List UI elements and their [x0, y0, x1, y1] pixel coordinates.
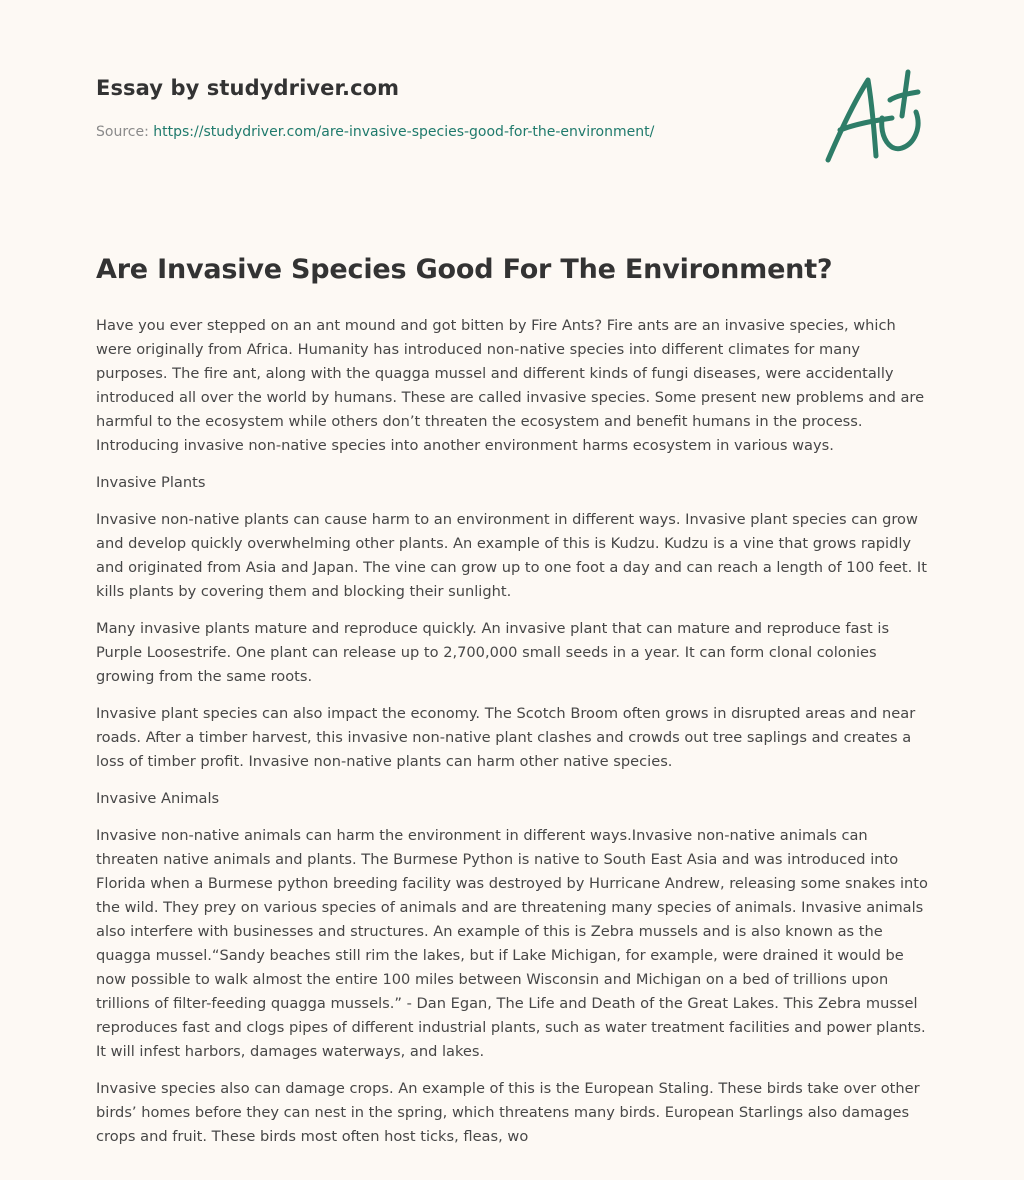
section-heading-animals: Invasive Animals: [96, 790, 220, 807]
essay-title: Are Invasive Species Good For The Environment?: [96, 254, 833, 285]
body-paragraph: Invasive plant species can also impact the economy. The Scotch Broom often grows in disrupted areas and near roads. After a timber harvest, this invasive non-native plant clashes and crowds out tree saplings and creates a loss of timber profit. Invasive non-native plants can harm other native species.: [96, 705, 916, 770]
source-label: Source:: [96, 124, 154, 140]
source-line: [96, 124, 654, 140]
body-paragraph: Many invasive plants mature and reproduce quickly. An invasive plant that can mature and reproduce fast is Purple Loosestrife. One plant can release up to 2,700,000 small seeds in a year. It can form clonal colonies growing from the same roots.: [96, 620, 890, 685]
site-brand: Essay by studydriver.com: [96, 76, 400, 100]
essay-page: [96, 0, 928, 1180]
section-heading-plants: Invasive Plants: [96, 474, 206, 491]
a-plus-logo: [822, 64, 932, 168]
intro-paragraph: Have you ever stepped on an ant mound and got bitten by Fire Ants? Fire ants are an invasive species, which were originally from Africa. Humanity has introduced non-native species into different climates for many purposes. The fire ant, along with the quagga mussel and different kinds of fungi diseases, were accidentally introduced all over the world by humans. These are called invasive species. Some present new problems and are harmful to the ecosystem while others don’t threaten the ecosystem and benefit humans in the process. Introducing invasive non-native species into another environment harms ecosystem in various ways.: [96, 317, 925, 454]
source-link[interactable]: https://studydriver.com/are-invasive-species-good-for-the-environment/: [153, 124, 655, 140]
body-paragraph: Invasive species also can damage crops. An example of this is the European Staling. These birds take over other birds’ homes before they can nest in the spring, which threatens many birds. European Starlings also damages crops and fruit. These birds most often host ticks, fleas, wo: [96, 1080, 920, 1145]
essay-body: [96, 314, 932, 1162]
body-paragraph: Invasive non-native animals can harm the environment in different ways.Invasive non-native animals can threaten native animals and plants. The Burmese Python is native to South East Asia and was introduced into Florida when a Burmese python breeding facility was destroyed by Hurricane Andrew, releasing some snakes into the wild. They prey on various species of animals and are threatening many species of animals. Invasive animals also interfere with businesses and structures. An example of this is Zebra mussels and is also known as the quagga mussel.“Sandy beaches still rim the lakes, but if Lake Michigan, for example, were drained it would be now possible to walk almost the entire 100 miles between Wisconsin and Michigan on a bed of trillions upon trillions of filter-feeding quagga mussels.” - Dan Egan, The Life and Death of the Great Lakes. This Zebra mussel reproduces fast and clogs pipes of different industrial plants, such as water treatment facilities and power plants. It will infest harbors, damages waterways, and lakes.: [96, 827, 928, 1060]
body-paragraph: Invasive non-native plants can cause harm to an environment in different ways. Invasive plant species can grow and develop quickly overwhelming other plants. An example of this is Kudzu. Kudzu is a vine that grows rapidly and originated from Asia and Japan. The vine can grow up to one foot a day and can reach a length of 100 feet. It kills plants by covering them and blocking their sunlight.: [96, 511, 927, 600]
